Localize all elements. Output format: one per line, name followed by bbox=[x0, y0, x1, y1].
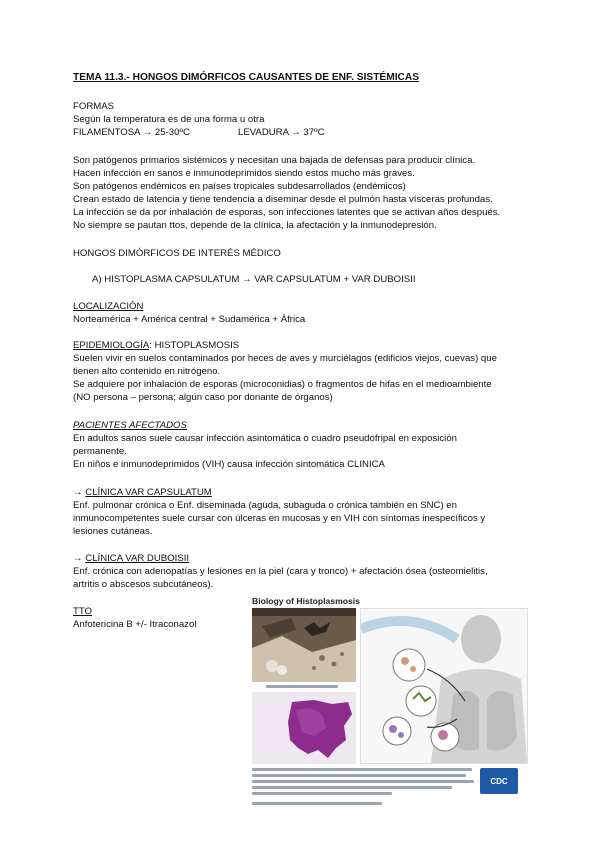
localizacion-heading: LOCALIZACIÓN bbox=[73, 301, 144, 312]
tto-heading: TTO bbox=[73, 606, 93, 617]
cave-illustration bbox=[252, 608, 356, 682]
intro-line: La infección se da por inhalación de esporas, son infecciones latentes que se activan años después. bbox=[73, 207, 501, 218]
clinica-duboisii-label: CLÍNICA VAR DUBOISII bbox=[85, 553, 190, 564]
intro-line: No siempre se pautan ttos, depende de la clínica, la afectación y la inmunodepresión. bbox=[73, 220, 437, 231]
epidemiologia-line: Se adquiere por inhalación de esporas (microconidias) o fragmentos de hifas en el medioambiente bbox=[73, 379, 492, 390]
figure-caption-line bbox=[252, 774, 466, 777]
pacientes-line: En adultos sanos suele causar infección asintomática o cuadro pseudofripal en exposición bbox=[73, 433, 457, 444]
lungs-illustration bbox=[361, 609, 527, 763]
us-map-illustration bbox=[252, 692, 356, 764]
formas-filamentosa: FILAMENTOSA → 25-30ºC bbox=[73, 127, 190, 138]
epidemiologia-line: tienen alto contenido en nitrógeno. bbox=[73, 366, 221, 377]
figure-title: Biology of Histoplasmosis bbox=[252, 596, 360, 606]
clinica-duboisii-heading bbox=[73, 553, 189, 565]
intro-line: Hacen infección en sanos e inmunodeprimidos siendo estos mucho más graves. bbox=[73, 168, 415, 179]
pacientes-line: permanente. bbox=[73, 446, 127, 457]
body-panel bbox=[360, 608, 528, 764]
tto-text: Anfotericina B +/- Itraconazol bbox=[73, 619, 197, 630]
item-a: A) HISTOPLASMA CAPSULATUM → VAR CAPSULATUM + VAR DUBOISII bbox=[92, 274, 416, 285]
intro-line: Son patógenos primarios sistémicos y necesitan una bajada de defensas para producir clínica. bbox=[73, 155, 476, 166]
intro-line: Son patógenos endémicos en países tropicales subdesarrollados (endémicos) bbox=[73, 181, 406, 192]
intro-line: Crean estado de latencia y tiene tendencia a diseminar desde el pulmón hasta vísceras profundas. bbox=[73, 194, 493, 205]
arrow-icon: → bbox=[73, 487, 86, 498]
clinica-duboisii-line: artritis o abscesos subcutáneos). bbox=[73, 579, 214, 590]
pacientes-line: En niños e inmunodeprimidos (VIH) causa infección sintomática CLINICA bbox=[73, 459, 385, 470]
section-heading: HONGOS DIMÓRFICOS DE INTERÉS MÉDICO bbox=[73, 248, 281, 259]
clinica-capsulatum-line: lesiones cutáneas. bbox=[73, 526, 153, 537]
map-panel bbox=[252, 692, 356, 764]
formas-line: Según la temperatura es de una forma u otra bbox=[73, 114, 265, 125]
clinica-capsulatum-heading bbox=[73, 487, 212, 499]
cdc-logo: CDC bbox=[480, 768, 518, 794]
clinica-capsulatum-line: inmunocompetentes suele cursar con úlceras en mucosas y en VIH con síntomas inespecíficos y bbox=[73, 513, 486, 524]
epidemiologia-heading-label: EPIDEMIOLOGÍA bbox=[73, 340, 150, 351]
epidemiologia-line: (NO persona – persona; algún caso por donante de órganos) bbox=[73, 392, 333, 403]
clinica-capsulatum-line: Enf. pulmonar crónica o Enf. diseminada (aguda, subaguda o crónica también en SNC) en bbox=[73, 500, 457, 511]
page-title: TEMA 11.3.- HONGOS DIMÓRFICOS CAUSANTES DE ENF. SISTÉMICAS bbox=[73, 72, 420, 83]
localizacion-text: Norteamérica + América central + Sudamérica + África bbox=[73, 314, 306, 325]
figure-caption-line bbox=[252, 802, 382, 805]
epidemiologia-line: Suelen vivir en suelos contaminados por heces de aves y murciélagos (edificios viejos, cuevas) que bbox=[73, 353, 497, 364]
cave-panel bbox=[252, 608, 356, 682]
clinica-duboisii-line: Enf. crónica con adenopatías y lesiones en la piel (cara y tronco) + afectación ósea (osteomielitis, bbox=[73, 566, 488, 577]
figure-caption-line bbox=[252, 792, 392, 795]
figure-caption-line bbox=[252, 786, 452, 789]
panel-caption bbox=[266, 685, 338, 688]
arrow-icon: → bbox=[73, 553, 86, 564]
histoplasmosis-figure bbox=[248, 596, 530, 818]
clinica-capsulatum-label: CLÍNICA VAR CAPSULATUM bbox=[85, 487, 212, 498]
figure-caption-line bbox=[252, 768, 472, 771]
pacientes-heading: PACIENTES AFECTADOS bbox=[73, 420, 187, 431]
figure-caption-line bbox=[252, 780, 474, 783]
formas-heading: FORMAS bbox=[73, 101, 115, 112]
epidemiologia-heading bbox=[73, 340, 239, 352]
epidemiologia-heading-rest: : HISTOPLASMOSIS bbox=[149, 340, 240, 351]
formas-levadura: LEVADURA → 37ºC bbox=[238, 127, 325, 138]
